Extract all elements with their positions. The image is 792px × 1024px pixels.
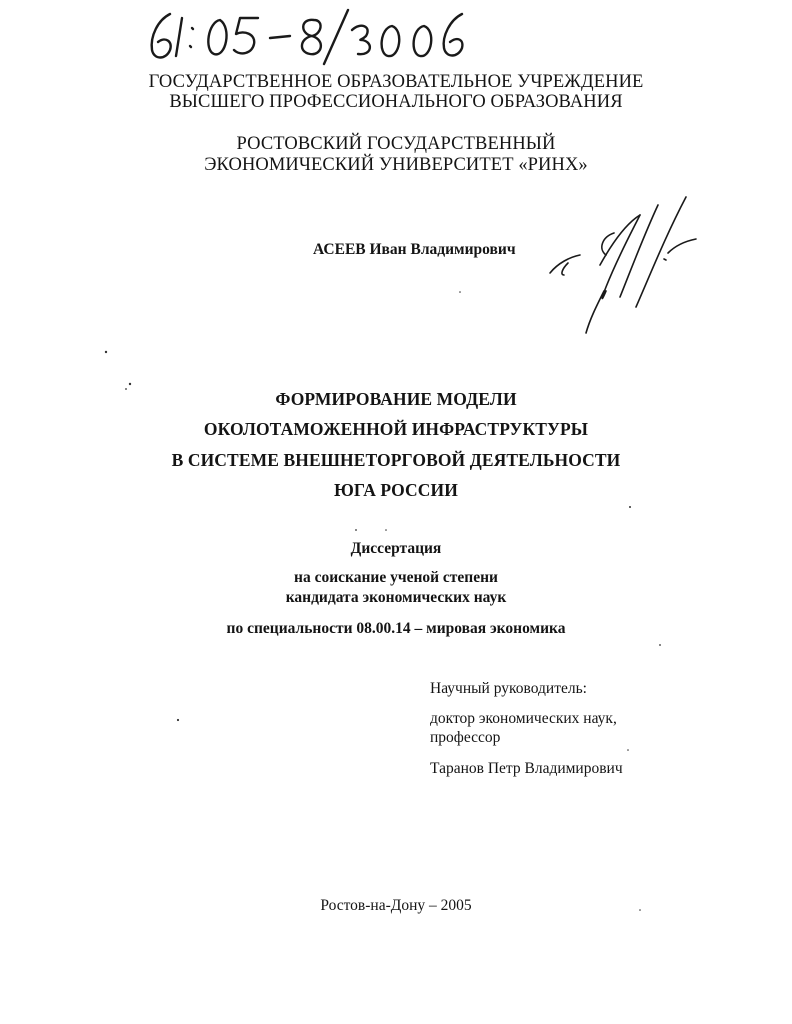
title-line-1: ФОРМИРОВАНИЕ МОДЕЛИ [275,389,517,409]
author-name: АСЕЕВ Иван Владимирович [313,241,516,258]
institution-line-2: ВЫСШЕГО ПРОФЕССИОНАЛЬНОГО ОБРАЗОВАНИЯ [169,92,623,112]
supervisor-label: Научный руководитель: [430,680,587,697]
dissertation-type: Диссертация [350,540,442,557]
degree-line-1: на соискание ученой степени [294,569,498,586]
supervisor-name: Таранов Петр Владимирович [430,760,623,777]
handwritten-archive-code [140,6,480,68]
specialty: по специальности 08.00.14 – мировая экономика [226,620,566,637]
supervisor-degree-line-1: доктор экономических наук, [430,710,617,727]
supervisor-degree-line-2: профессор [430,729,501,746]
title-line-4: ЮГА РОССИИ [334,480,458,500]
institution-line-1: ГОСУДАРСТВЕННОЕ ОБРАЗОВАТЕЛЬНОЕ УЧРЕЖДЕНИЕ [148,72,644,92]
university-line-1: РОСТОВСКИЙ ГОСУДАРСТВЕННЫЙ [236,134,556,154]
place-and-year: Ростов-на-Дону – 2005 [320,897,472,914]
university-line-2: ЭКОНОМИЧЕСКИЙ УНИВЕРСИТЕТ «РИНХ» [204,155,588,175]
title-line-3: В СИСТЕМЕ ВНЕШНЕТОРГОВОЙ ДЕЯТЕЛЬНОСТИ [171,450,621,470]
author-signature [540,195,700,340]
degree-line-2: кандидата экономических наук [285,589,507,606]
title-line-2: ОКОЛОТАМОЖЕННОЙ ИНФРАСТРУКТУРЫ [203,419,589,439]
